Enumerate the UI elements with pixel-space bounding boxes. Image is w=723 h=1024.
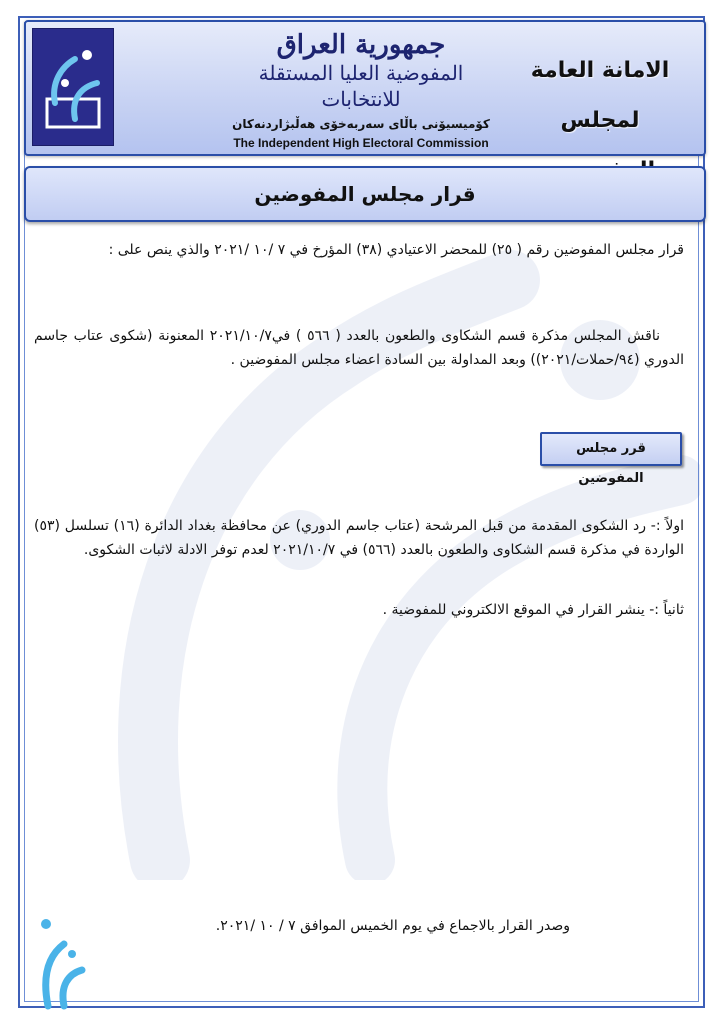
- org-name-ar-line2: المفوضية العليا المستقلة للانتخابات: [258, 61, 464, 111]
- closing-statement: وصدر القرار بالاجماع في يوم الخميس الموافق ٧ / ١٠ /٢٠٢١.: [215, 918, 570, 934]
- title-bar: [24, 166, 706, 222]
- ihec-logo-icon: [32, 28, 114, 146]
- intro-paragraph: قرار مجلس المفوضين رقم ( ٢٥) للمحضر الاعتيادي (٣٨) المؤرخ في ٧ /١٠ /٢٠٢١ والذي ينص على :: [108, 242, 684, 258]
- letterhead: [24, 20, 706, 156]
- decision-item-2: ثانياً :- ينشر القرار في الموقع الالكتروني للمفوضية .: [382, 602, 684, 618]
- org-name-en: The Independent High Electoral Commission: [233, 136, 489, 150]
- decision-item-1: اولاً :- رد الشكوى المقدمة من قبل المرشحة (عتاب جاسم الدوري) عن محافظة بغداد الدائرة (١٦) تسلسل (٥٣) الواردة في مذكرة قسم الشكاوى والطعون بالعدد (٥٦٦) في ٢٠٢١/١٠/٧ لعدم توفر الادلة لاثبات الشكوى.: [34, 518, 684, 558]
- section-line2: لمجلس: [560, 108, 640, 133]
- section-line1: الامانة العامة: [530, 58, 670, 83]
- decision-label: قرر مجلس المفوضين: [540, 432, 682, 466]
- org-name-ar-line1: جمهورية العراق: [276, 30, 446, 60]
- page-title: قرار مجلس المفوضين: [254, 182, 476, 206]
- organization-name: [216, 30, 506, 150]
- discussion-paragraph: ناقش المجلس مذكرة قسم الشكاوى والطعون بالعدد ( ٥٦٦ ) في٢٠٢١/١٠/٧ المعنونة (شكوى عتاب جاسم الدوري (٩٤/حملات/٢٠٢١)) وبعد المداولة بين السادة اعضاء مجلس المفوضين .: [34, 328, 684, 368]
- ihec-footer-logo-icon: [38, 916, 88, 1016]
- org-name-ku: كۆمیسیۆنی باڵای سەربەخۆی هەڵبژاردنەکان: [232, 117, 490, 131]
